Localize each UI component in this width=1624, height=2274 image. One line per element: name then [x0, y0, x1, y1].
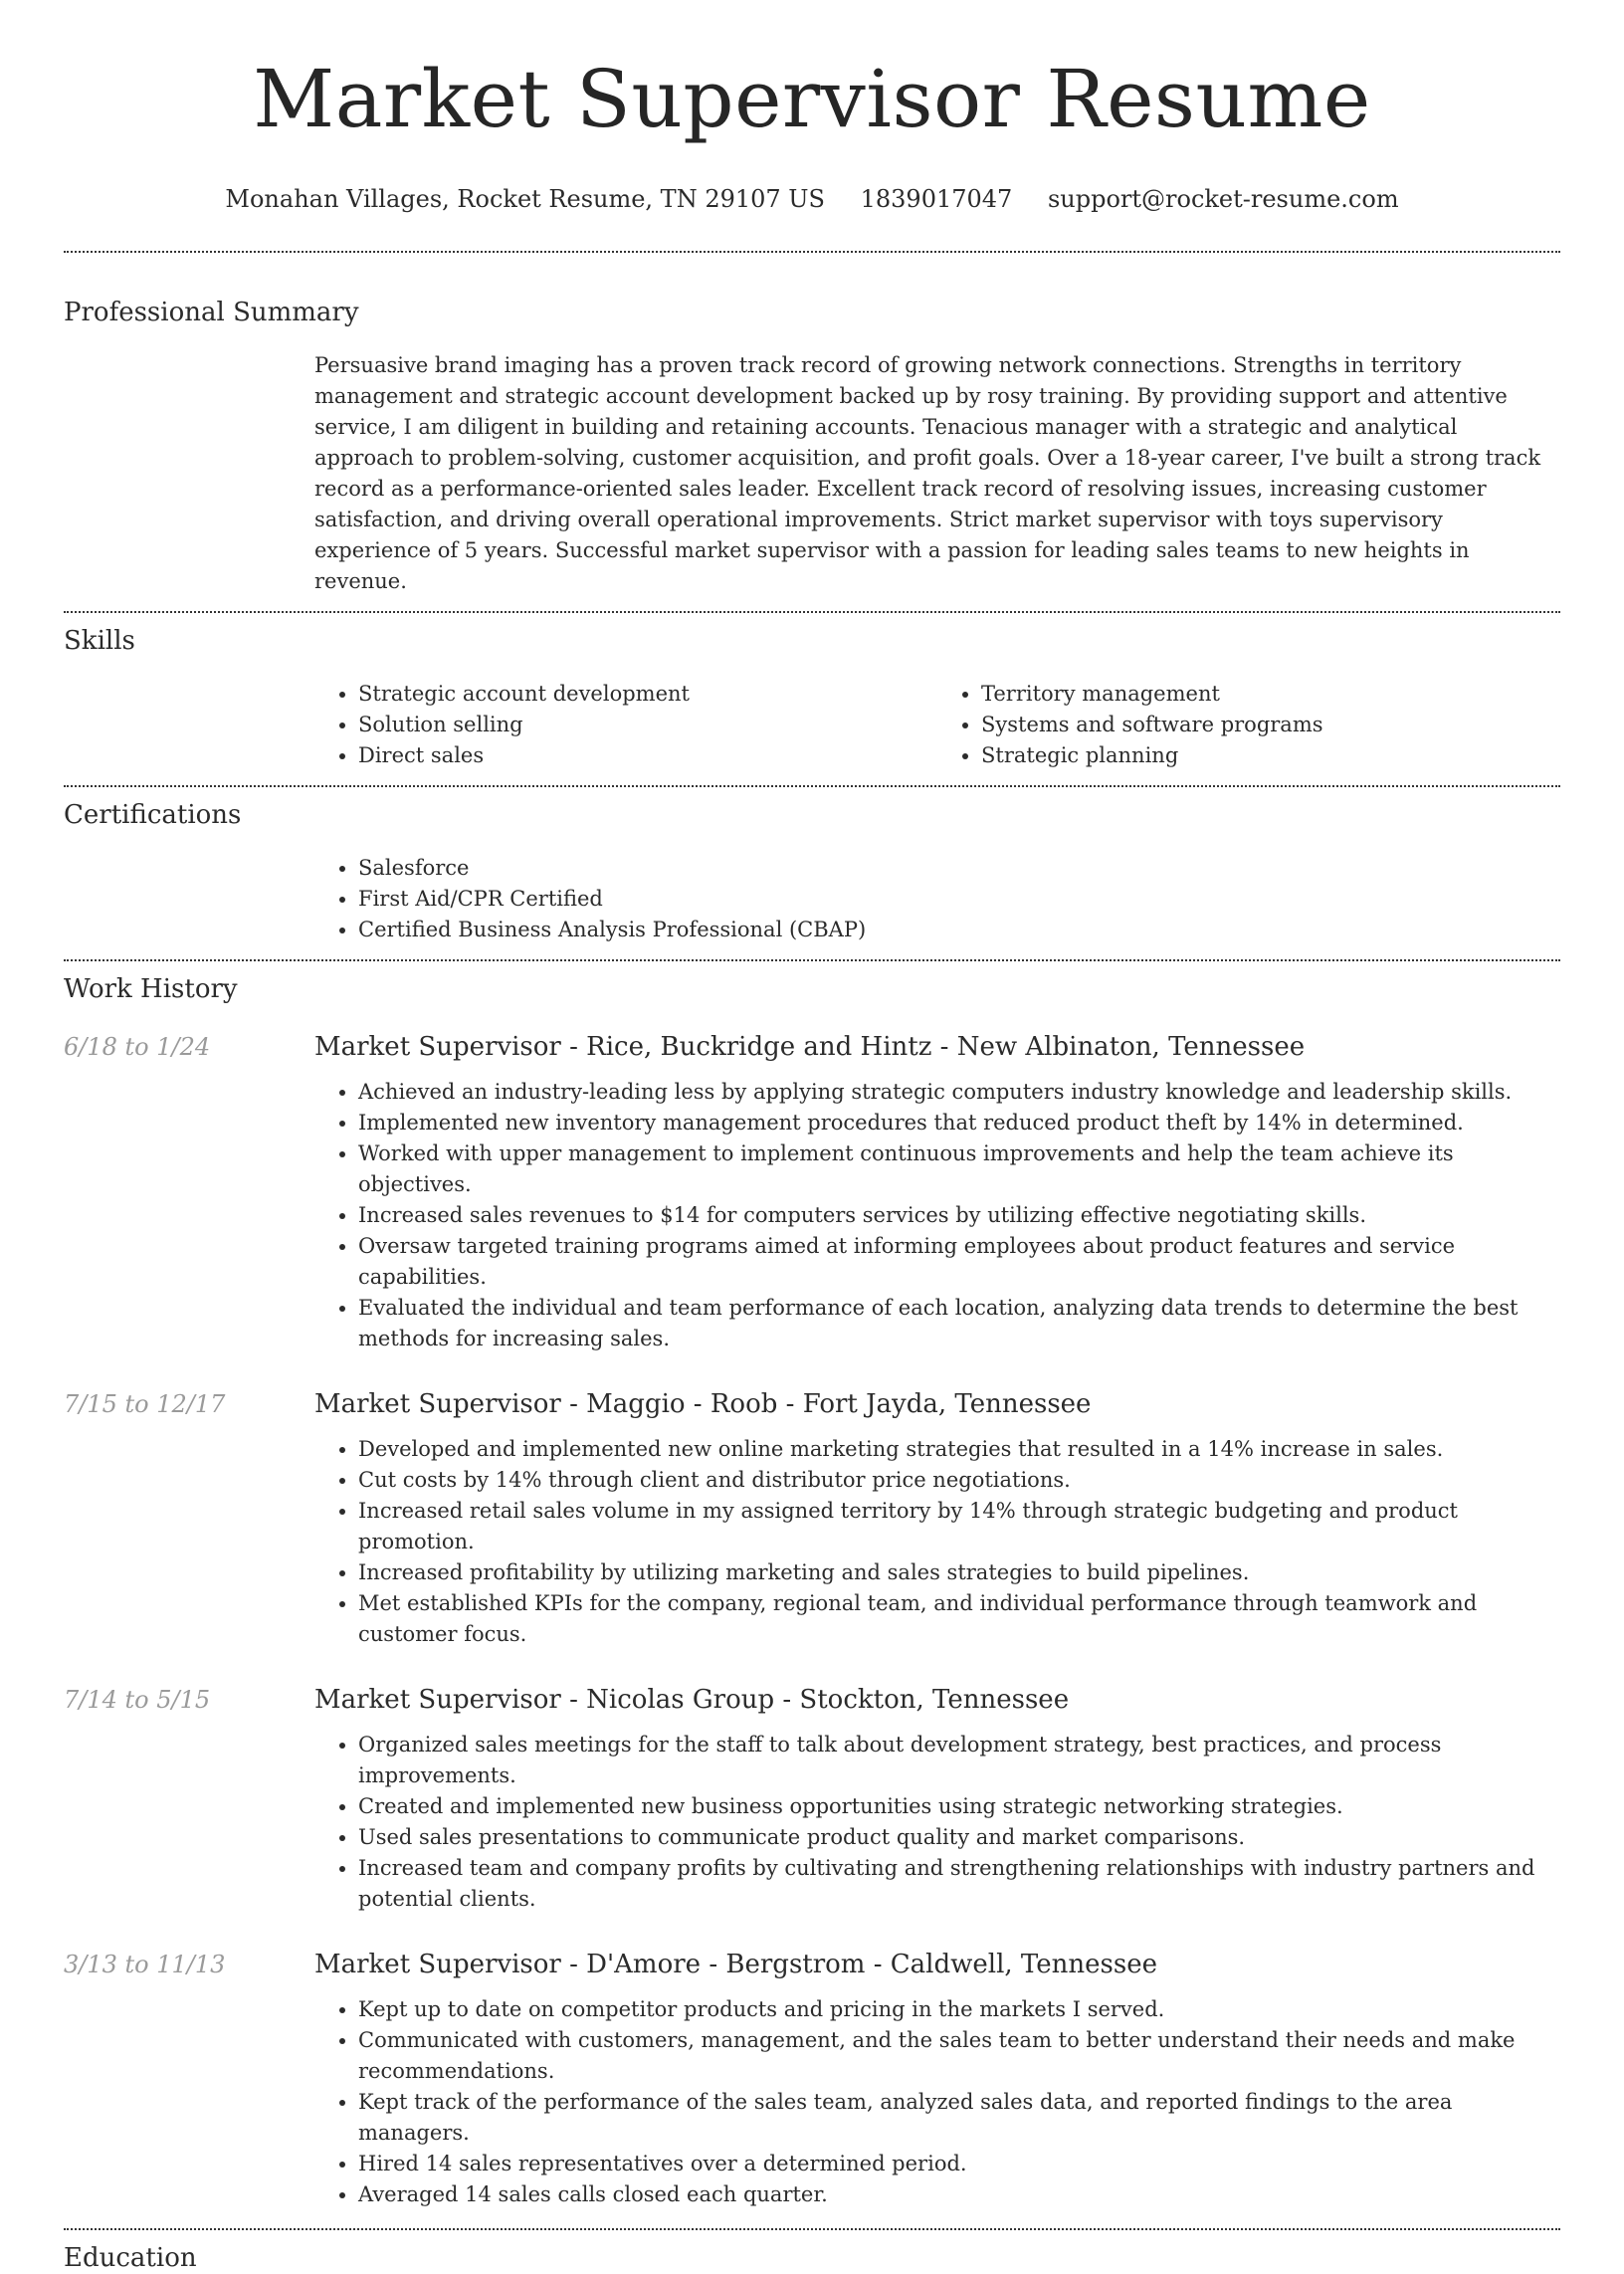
- skills-list: [314, 679, 1560, 771]
- job-entry: [64, 1388, 1560, 1658]
- job-bullet: • Used sales presentations to communicate product quality and market comparisons.: [358, 1822, 1560, 1853]
- job-bullets: [314, 1730, 1560, 1915]
- job-body: [314, 1031, 1560, 1362]
- job-entry: [64, 1031, 1560, 1362]
- job-bullet: • Communicated with customers, management, and the sales team to better understand their needs and make recommendations.: [358, 2025, 1560, 2087]
- job-dates: 7/14 to 5/15: [64, 1686, 211, 1714]
- job-title: Market Supervisor - Nicolas Group - Stockton, Tennessee: [314, 1685, 1070, 1715]
- job-bullet: • Averaged 14 sales calls closed each quarter.: [358, 2179, 1560, 2210]
- job-bullet: • Increased sales revenues to $14 for computers services by utilizing effective negotiating skills.: [358, 1200, 1560, 1231]
- resume-header: [64, 0, 1560, 215]
- section-title-education: Education: [64, 2243, 197, 2273]
- section-summary: [64, 253, 1560, 597]
- contact-phone: 1839017047: [860, 185, 1013, 213]
- section-title-skills: Skills: [64, 626, 135, 656]
- section-work-history: [64, 961, 1560, 2218]
- job-bullet: • Worked with upper management to implement continuous improvements and help the team achieve its objectives.: [358, 1138, 1560, 1200]
- section-title-work-history: Work History: [64, 974, 238, 1004]
- job-bullet: • Met established KPIs for the company, regional team, and individual performance through teamwork and customer focus.: [358, 1588, 1560, 1650]
- certification-item: • First Aid/CPR Certified: [358, 884, 1560, 915]
- job-bullet: • Kept up to date on competitor products and pricing in the markets I served.: [358, 1994, 1560, 2025]
- section-education: [64, 2230, 1560, 2274]
- job-bullet: • Developed and implemented new online marketing strategies that resulted in a 14% increase in sales.: [358, 1434, 1560, 1465]
- skill-item: • Territory management: [981, 679, 1560, 710]
- job-bullet: • Implemented new inventory management procedures that reduced product theft by 14% in determined.: [358, 1108, 1560, 1138]
- job-body: [314, 1684, 1560, 1923]
- job-body: [314, 1949, 1560, 2218]
- contact-line: [64, 183, 1560, 215]
- job-entry: [64, 1684, 1560, 1923]
- job-title: Market Supervisor - Maggio - Roob - Fort Jayda, Tennessee: [314, 1389, 1092, 1419]
- skill-item: • Systems and software programs: [981, 710, 1560, 740]
- job-bullet: • Organized sales meetings for the staff to talk about development strategy, best practices, and process improvements.: [358, 1730, 1560, 1791]
- job-bullet: • Cut costs by 14% through client and distributor price negotiations.: [358, 1465, 1560, 1496]
- section-certifications: [64, 787, 1560, 945]
- skill-item: • Direct sales: [358, 740, 937, 771]
- certification-item: • Certified Business Analysis Professional (CBAP): [358, 915, 1560, 945]
- job-bullet: • Increased team and company profits by cultivating and strengthening relationships with industry partners and potential clients.: [358, 1853, 1560, 1915]
- contact-address: Monahan Villages, Rocket Resume, TN 29107 US: [225, 185, 825, 213]
- skill-item: • Strategic planning: [981, 740, 1560, 771]
- job-bullet: • Hired 14 sales representatives over a determined period.: [358, 2149, 1560, 2179]
- skill-item: • Solution selling: [358, 710, 937, 740]
- job-title: Market Supervisor - D'Amore - Bergstrom - Caldwell, Tennessee: [314, 1950, 1157, 1979]
- section-title-certifications: Certifications: [64, 800, 242, 830]
- job-entry: [64, 1949, 1560, 2218]
- section-title-summary: Professional Summary: [64, 298, 359, 327]
- job-bullet: • Increased profitability by utilizing marketing and sales strategies to build pipelines.: [358, 1557, 1560, 1588]
- job-bullet: • Achieved an industry-leading less by applying strategic computers industry knowledge and leadership skills.: [358, 1077, 1560, 1108]
- job-bullet: • Oversaw targeted training programs aimed at informing employees about product features and service capabilities.: [358, 1231, 1560, 1293]
- job-bullets: [314, 1434, 1560, 1650]
- skill-item: • Strategic account development: [358, 679, 937, 710]
- job-dates: 6/18 to 1/24: [64, 1033, 211, 1061]
- certifications-list: [314, 853, 1560, 945]
- section-skills: [64, 613, 1560, 771]
- job-bullet: • Evaluated the individual and team performance of each location, analyzing data trends to determine the best methods for increasing sales.: [358, 1293, 1560, 1354]
- job-bullets: [314, 1994, 1560, 2210]
- contact-email: support@rocket-resume.com: [1047, 185, 1399, 213]
- job-bullet: • Increased retail sales volume in my assigned territory by 14% through strategic budgeting and product promotion.: [358, 1496, 1560, 1557]
- job-body: [314, 1388, 1560, 1658]
- job-bullets: [314, 1077, 1560, 1354]
- job-bullet: • Created and implemented new business opportunities using strategic networking strategies.: [358, 1791, 1560, 1822]
- skills-column-1: [314, 679, 937, 771]
- job-dates: 3/13 to 11/13: [64, 1951, 226, 1978]
- summary-text: Persuasive brand imaging has a proven track record of growing network connections. Strengths in territory management and strategic account development backed up by rosy training. By providing support and attentive service, I am diligent in building and retaining accounts. Tenacious manager with a strategic and analytical approach to problem-solving, customer acquisition, and profit goals. Over a 18-year career, I've built a strong track record as a performance-oriented sales leader. Excellent track record of resolving issues, increasing customer satisfaction, and driving overall operational improvements. Strict market supervisor with toys supervisory experience of 5 years. Successful market supervisor with a passion for leading sales teams to new heights in revenue.: [314, 353, 1541, 593]
- skills-column-2: [937, 679, 1560, 771]
- resume-title: Market Supervisor Resume: [253, 53, 1371, 145]
- job-title: Market Supervisor - Rice, Buckridge and Hintz - New Albinaton, Tennessee: [314, 1032, 1306, 1062]
- job-bullet: • Kept track of the performance of the sales team, analyzed sales data, and reported findings to the area managers.: [358, 2087, 1560, 2149]
- job-dates: 7/15 to 12/17: [64, 1390, 226, 1418]
- certification-item: • Salesforce: [358, 853, 1560, 884]
